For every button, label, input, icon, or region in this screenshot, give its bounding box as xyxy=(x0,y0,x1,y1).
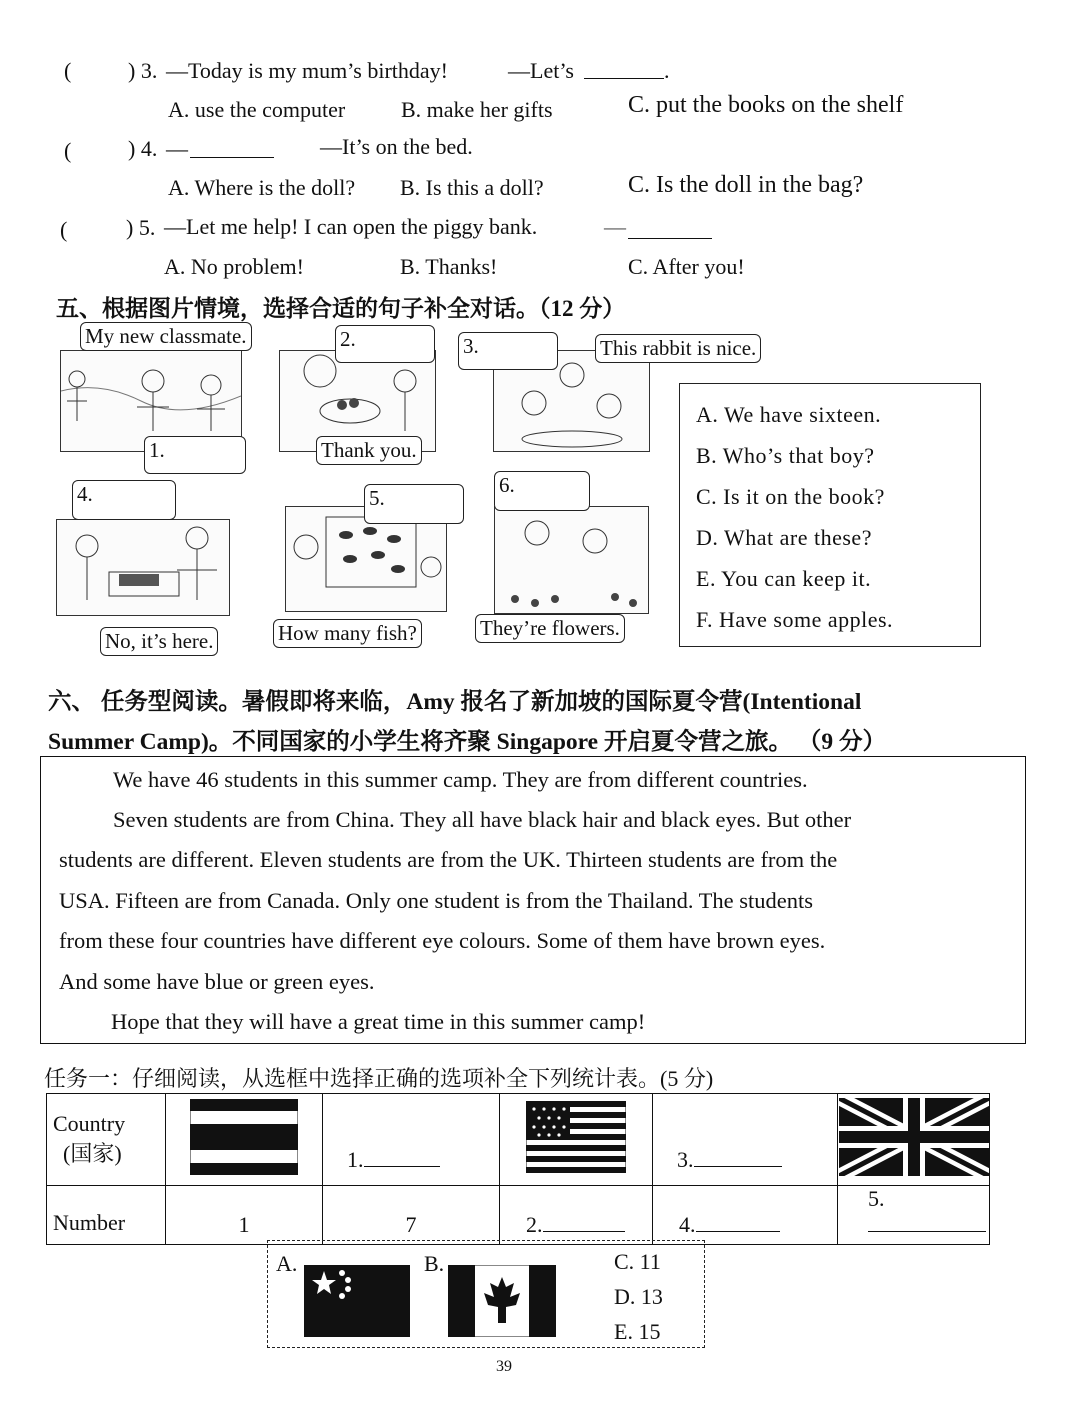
section5-options-box xyxy=(679,383,981,647)
s5-option-d[interactable]: D. What are these? xyxy=(696,525,872,550)
bubble-how-many-fish: How many fish? xyxy=(273,619,422,648)
q3-end: . xyxy=(664,58,670,83)
passage-line-7: Hope that they will have a great time in this summer camp! xyxy=(111,1009,646,1034)
number-blank3-cell[interactable] xyxy=(653,1186,838,1245)
canada-flag-icon xyxy=(448,1265,556,1337)
blank-1-cell[interactable] xyxy=(323,1094,500,1186)
q3-option-b[interactable]: B. make her gifts xyxy=(401,97,553,122)
number-uk-cell[interactable] xyxy=(838,1186,990,1245)
picture-6 xyxy=(494,506,649,614)
country-label-cn: (国家) xyxy=(63,1141,122,1166)
q4-option-a[interactable]: A. Where is the doll? xyxy=(168,175,356,200)
q5-number: ) 5. xyxy=(126,215,156,240)
bubble-theyre-flowers: They’re flowers. xyxy=(475,614,625,643)
number-blank1-value: 7 xyxy=(405,1212,417,1237)
bubble-blank-1-label: 1. xyxy=(149,438,165,462)
passage-line-2: Seven students are from China. They all have black hair and black eyes. But other xyxy=(113,807,852,832)
usa-flag-cell xyxy=(500,1094,653,1186)
choice-a-label[interactable]: A. xyxy=(276,1251,298,1276)
choice-box xyxy=(267,1240,705,1348)
bubble-no-its-here: No, it’s here. xyxy=(100,627,218,656)
uk-flag-icon xyxy=(839,1098,989,1176)
book-desk-illustration xyxy=(57,520,229,615)
choice-d[interactable]: D. 13 xyxy=(614,1284,663,1309)
bubble-blank-1[interactable] xyxy=(144,436,246,474)
table-blank-2-line[interactable] xyxy=(543,1231,625,1232)
section5-title: 五、根据图片情境，选择合适的句子补全对话。（12 分） xyxy=(56,296,626,321)
q5-reply: — xyxy=(604,214,626,239)
q5-option-a[interactable]: A. No problem! xyxy=(164,254,304,279)
q4-answer-blank[interactable] xyxy=(190,157,274,158)
q4-option-c[interactable]: C. Is the doll in the bag? xyxy=(628,172,864,198)
q5-option-b[interactable]: B. Thanks! xyxy=(400,254,498,279)
passage-line-1: We have 46 students in this summer camp. They are from different countries. xyxy=(113,767,808,792)
number-header-cell xyxy=(47,1186,166,1245)
s5-option-c[interactable]: C. Is it on the book? xyxy=(696,484,885,509)
q3-option-a[interactable]: A. use the computer xyxy=(168,97,346,122)
task1-title: 任务一：仔细阅读，从选框中选择正确的选项补全下列统计表。(5 分) xyxy=(44,1066,714,1091)
q4-prompt: — xyxy=(166,136,188,161)
table-blank-4-label: 4. xyxy=(679,1212,696,1237)
passage-line-6: And some have blue or green eyes. xyxy=(59,969,375,994)
table-blank-3-line[interactable] xyxy=(694,1166,782,1167)
country-header-cell xyxy=(47,1094,166,1186)
number-label: Number xyxy=(53,1210,126,1235)
blank-3-cell[interactable] xyxy=(653,1094,838,1186)
bubble-blank-4-label: 4. xyxy=(77,482,93,506)
picture-4 xyxy=(56,519,230,616)
choice-e[interactable]: E. 15 xyxy=(614,1319,661,1344)
q4-number: ) 4. xyxy=(128,136,158,161)
q4-paren: ( xyxy=(64,138,72,163)
passage-line-4: USA. Fifteen are from Canada. Only one student is from the Thailand. The students xyxy=(59,888,814,913)
passage-line-3: students are different. Eleven students are from the UK. Thirteen students are from the xyxy=(59,847,838,872)
q5-answer-blank[interactable] xyxy=(628,238,712,239)
passage-line-5: from these four countries have different eye colours. Some of them have brown eyes. xyxy=(59,928,826,953)
q3-option-c[interactable]: C. put the books on the shelf xyxy=(628,92,904,118)
bubble-my-new-classmate: My new classmate. xyxy=(80,322,252,351)
bubble-rabbit-nice: This rabbit is nice. xyxy=(595,334,761,363)
bubble-thank-you: Thank you. xyxy=(316,436,422,465)
thailand-flag-icon xyxy=(190,1099,298,1175)
number-thailand xyxy=(166,1186,323,1245)
number-usa-cell[interactable] xyxy=(500,1186,653,1245)
s5-option-a[interactable]: A. We have sixteen. xyxy=(696,402,882,427)
q3-paren: ( xyxy=(64,58,72,83)
bubble-blank-6[interactable] xyxy=(494,471,590,511)
bubble-blank-3[interactable] xyxy=(458,332,558,370)
flowers-illustration xyxy=(495,507,648,613)
number-blank1 xyxy=(323,1186,500,1245)
q3-prompt: —Today is my mum’s birthday! xyxy=(166,58,448,83)
table-blank-2-label: 2. xyxy=(526,1212,543,1237)
china-flag-icon xyxy=(304,1265,410,1337)
bubble-blank-2-label: 2. xyxy=(340,327,356,351)
bubble-blank-5[interactable] xyxy=(364,484,464,524)
bubble-blank-2[interactable] xyxy=(335,325,435,363)
table-blank-1-line[interactable] xyxy=(364,1166,440,1167)
s5-option-e[interactable]: E. You can keep it. xyxy=(696,566,872,591)
choice-c[interactable]: C. 11 xyxy=(614,1249,661,1274)
table-blank-4-line[interactable] xyxy=(696,1231,780,1232)
q3-answer-blank[interactable] xyxy=(584,78,664,79)
q4-option-b[interactable]: B. Is this a doll? xyxy=(400,175,544,200)
q3-reply: —Let’s xyxy=(508,58,574,83)
choice-b-label[interactable]: B. xyxy=(424,1251,445,1276)
statistics-table xyxy=(46,1093,990,1245)
section6-title-line1: 六、 任务型阅读。暑假即将来临，Amy 报名了新加坡的国际夏令营(Intentional xyxy=(48,689,862,715)
bubble-blank-3-label: 3. xyxy=(463,334,479,358)
bubble-blank-4[interactable] xyxy=(72,480,176,520)
reading-passage-box xyxy=(40,756,1026,1044)
number-thailand-value: 1 xyxy=(238,1212,250,1237)
table-blank-1-label: 1. xyxy=(347,1147,364,1172)
table-blank-3-label: 3. xyxy=(677,1147,694,1172)
table-blank-5-label: 5. xyxy=(868,1186,885,1211)
s5-option-f[interactable]: F. Have some apples. xyxy=(696,607,894,632)
uk-flag-cell xyxy=(838,1094,990,1186)
q4-reply: —It’s on the bed. xyxy=(320,134,473,159)
bubble-blank-5-label: 5. xyxy=(369,486,385,510)
thailand-flag-cell xyxy=(166,1094,323,1186)
s5-option-b[interactable]: B. Who’s that boy? xyxy=(696,443,875,468)
usa-flag-icon xyxy=(526,1101,626,1173)
table-blank-5-line[interactable] xyxy=(868,1231,986,1232)
q3-number: ) 3. xyxy=(128,58,158,83)
q5-option-c[interactable]: C. After you! xyxy=(628,254,745,279)
country-label: Country xyxy=(53,1111,126,1136)
page-number: 39 xyxy=(496,1358,512,1375)
section6-title-line2: Summer Camp)。不同国家的小学生将齐聚 Singapore 开启夏令营之旅。 （9 分） xyxy=(48,729,886,755)
bubble-blank-6-label: 6. xyxy=(499,473,515,497)
q5-paren: ( xyxy=(60,217,68,242)
q5-prompt: —Let me help! I can open the piggy bank. xyxy=(164,214,538,239)
